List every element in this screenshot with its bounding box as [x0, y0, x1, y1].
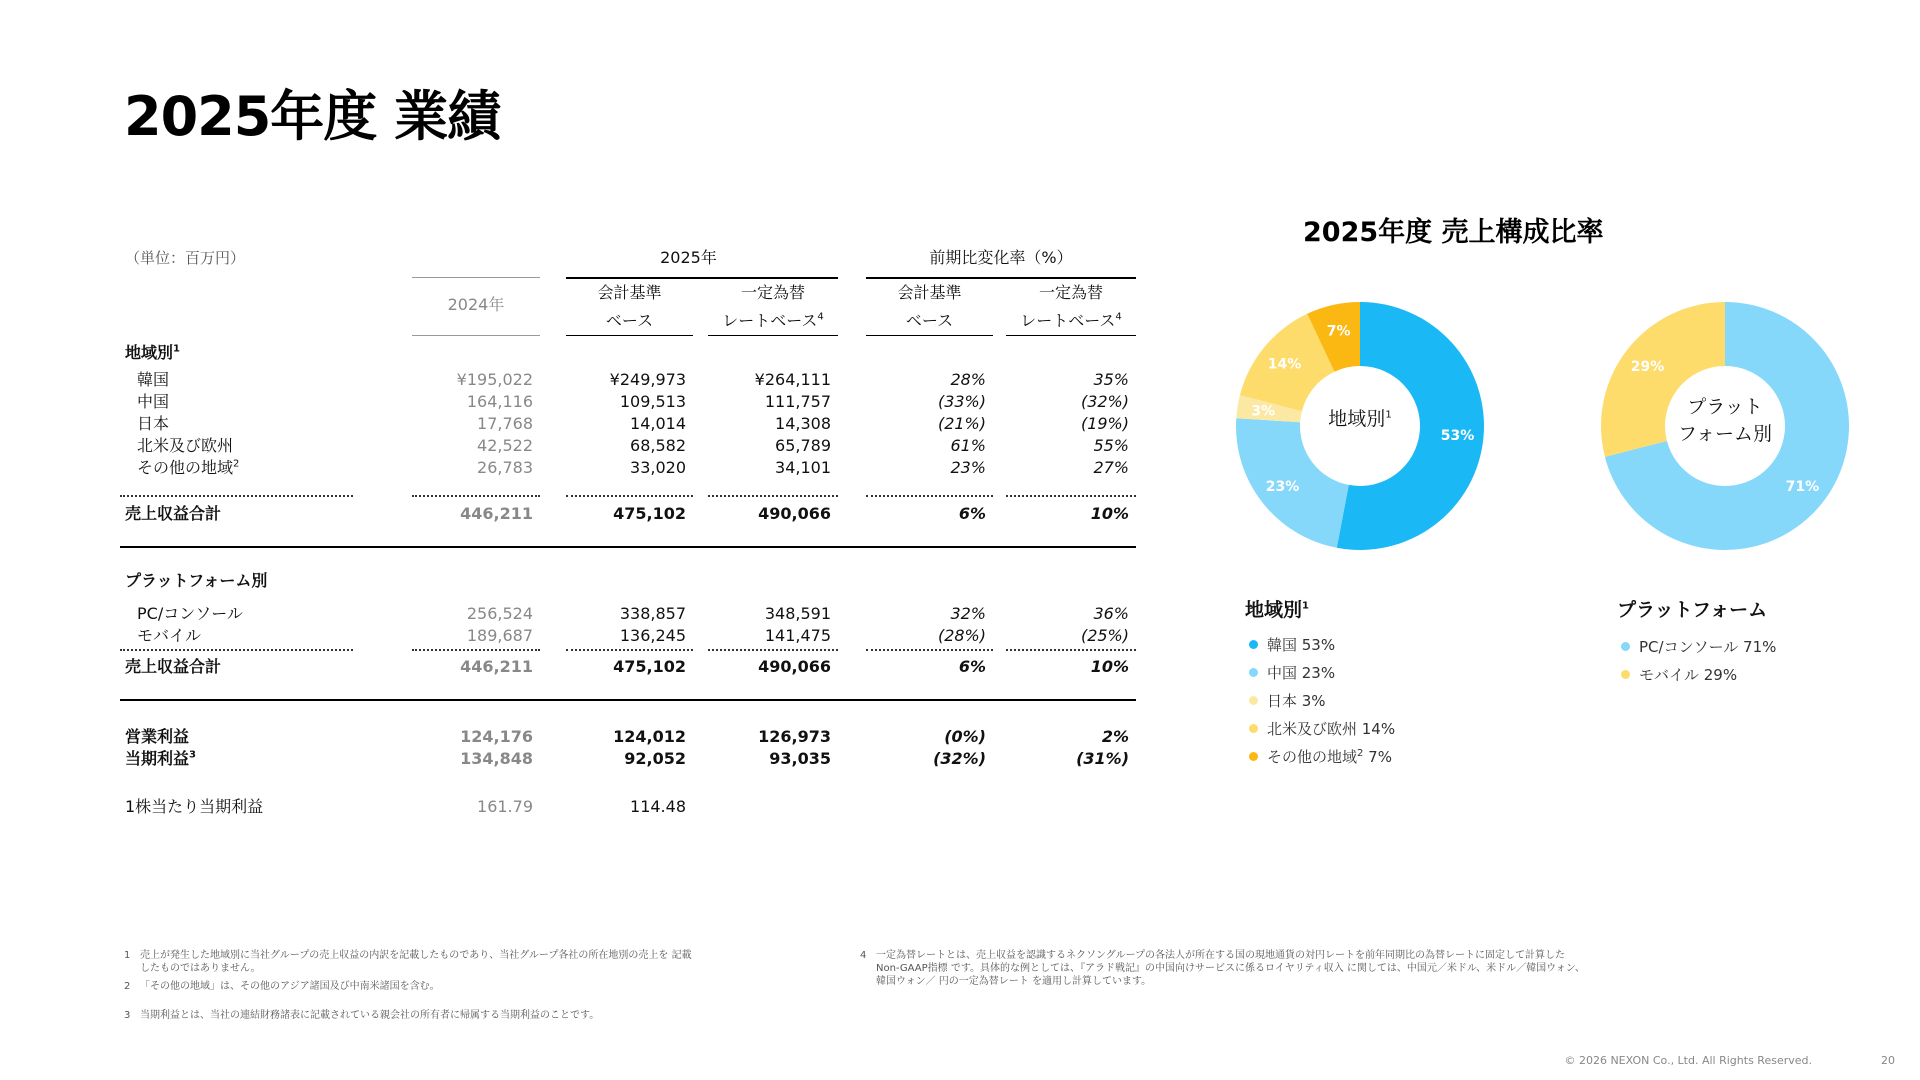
footnote: 1 売上が発生した地域別に当社グループの売上収益の内訳を記載したものであり、当社グループ各社の所在地別の売上を 記載 したものではありません。	[124, 950, 692, 974]
platform-legend-dot-icon	[1621, 670, 1630, 679]
profit-row-chg-acct: (32%)	[933, 749, 986, 768]
region-total-row-fx: 490,066	[758, 504, 831, 523]
region-row-chg-fx: (32%)	[1080, 392, 1129, 411]
platform-donut-slice-label-0: 71%	[1785, 479, 1820, 496]
profit-row-chg-acct: (0%)	[944, 727, 986, 746]
region-donut-slice-label-4: 7%	[1326, 323, 1351, 340]
subtotal-rule	[708, 649, 838, 651]
region-legend-item: 韓国 53%	[1249, 634, 1335, 655]
region-row-chg-fx: 55%	[1093, 436, 1129, 455]
region-donut-slice-label-1: 23%	[1265, 479, 1300, 496]
platform-row-acct: 136,245	[619, 626, 686, 645]
header-acct-base-2: ベース	[605, 311, 654, 330]
platform-total-row-acct: 475,102	[613, 657, 686, 676]
platform-row-acct: 338,857	[619, 604, 686, 623]
header-bottom-rule	[708, 335, 838, 336]
region-row-y2024: 17,768	[477, 414, 533, 433]
subtotal-rule	[120, 649, 353, 651]
header-chg-const-fx-2: レートベース$^4$	[1020, 311, 1122, 330]
platform-legend-item: モバイル 29%	[1621, 664, 1737, 685]
region-legend-item: 日本 3%	[1249, 690, 1326, 711]
footnote: 4 一定為替レートとは、売上収益を認識するネクソングループの各法人が所在する国の現地通貨の対円レートを前年同期比の為替レートに固定して計算した Non-GAAP指標 です。具体的な例としては、『アラド戦記』の中国向けサービスに係るロイヤリティ収入 に関しては、中国元／米ドル、米ドル／韓国ウォン、 韓国ウォン／ 円の一定為替レート を適用し計算しています。	[860, 950, 1585, 987]
region-row-chg-acct: (33%)	[937, 392, 986, 411]
region-row-fx: 111,757	[764, 392, 831, 411]
header-chg-const-fx: 一定為替	[1038, 283, 1103, 302]
region-row-label: 日本	[137, 414, 170, 433]
region-row-chg-acct: 23%	[950, 458, 986, 477]
region-row-fx: 65,789	[775, 436, 831, 455]
subtotal-rule	[1006, 495, 1136, 497]
region-row-label: 韓国	[137, 370, 170, 389]
platform-section-label: プラットフォーム別	[125, 571, 268, 590]
header-2024: 2024年	[447, 295, 505, 314]
region-row-chg-acct: (21%)	[937, 414, 986, 433]
region-legend-item: その他の地域$^2$ 7%	[1249, 746, 1392, 767]
region-row-y2024: 164,116	[466, 392, 533, 411]
region-donut-slice-label-3: 14%	[1267, 356, 1302, 373]
section-divider	[120, 546, 1136, 548]
platform-row-label: PC/コンソール	[137, 604, 243, 623]
header-chg-acct-base: 会計基準	[897, 283, 962, 302]
platform-legend-item: PC/コンソール 71%	[1621, 636, 1776, 657]
eps-row-label: 1株当たり当期利益	[125, 797, 264, 816]
region-row-label: 北米及び欧州	[137, 436, 234, 455]
region-row-acct: 68,582	[630, 436, 686, 455]
region-row-chg-fx: 27%	[1093, 458, 1129, 477]
platform-total-row-chg-fx: 10%	[1090, 657, 1129, 676]
header-const-fx: 一定為替	[740, 283, 805, 302]
region-total-row-label: 売上収益合計	[125, 504, 222, 523]
platform-row-y2024: 256,524	[466, 604, 533, 623]
platform-row-chg-fx: (25%)	[1080, 626, 1129, 645]
subtotal-rule	[708, 495, 838, 497]
region-legend-dot-icon	[1249, 668, 1258, 677]
profit-row-fx: 126,973	[758, 727, 831, 746]
profit-row-y2024: 124,176	[460, 727, 533, 746]
platform-row-chg-acct: 32%	[950, 604, 986, 623]
header-acct-base: 会計基準	[597, 283, 662, 302]
region-row-label: 中国	[137, 392, 170, 411]
platform-row-fx: 348,591	[764, 604, 831, 623]
platform-total-row-fx: 490,066	[758, 657, 831, 676]
region-legend-dot-icon	[1249, 696, 1258, 705]
chart-title: 2025年度 売上構成比率	[1303, 217, 1604, 248]
subtotal-rule	[866, 495, 993, 497]
platform-row-y2024: 189,687	[466, 626, 533, 645]
subtotal-rule	[120, 495, 353, 497]
header-bottom-rule	[412, 335, 540, 336]
region-donut-slice-label-2: 3%	[1251, 403, 1276, 420]
subtotal-rule	[566, 649, 693, 651]
region-row-fx: 14,308	[775, 414, 831, 433]
region-legend-title: 地域別$^1$	[1245, 599, 1309, 621]
platform-total-row-y2024: 446,211	[460, 657, 533, 676]
region-row-label: その他の地域$^2$	[137, 458, 240, 477]
page-number: 20	[1881, 1054, 1895, 1067]
profit-row-label: 当期利益$^3$	[125, 749, 196, 768]
copyright: © 2026 NEXON Co., Ltd. All Rights Reserved.	[1564, 1054, 1812, 1067]
profit-row-acct: 92,052	[624, 749, 686, 768]
eps-row-y2024: 161.79	[477, 797, 533, 816]
header-rule	[412, 277, 540, 278]
profit-row-chg-fx: 2%	[1101, 727, 1129, 746]
region-row-acct: ¥249,973	[609, 370, 686, 389]
subtotal-rule	[412, 649, 540, 651]
header-change-group: 前期比変化率（%）	[929, 248, 1073, 267]
region-row-acct: 14,014	[630, 414, 686, 433]
region-row-chg-acct: 28%	[950, 370, 986, 389]
subtotal-rule	[866, 649, 993, 651]
header-bottom-rule	[866, 335, 993, 336]
region-total-row-chg-fx: 10%	[1090, 504, 1129, 523]
footnote: 2 「その他の地域」は、その他のアジア諸国及び中南米諸国を含む。	[124, 981, 440, 992]
region-row-chg-fx: 35%	[1093, 370, 1129, 389]
page-title: 2025年度 業績	[124, 85, 501, 148]
platform-row-chg-acct: (28%)	[937, 626, 986, 645]
subtotal-rule	[566, 495, 693, 497]
region-row-fx: ¥264,111	[754, 370, 831, 389]
header-2025-group: 2025年	[660, 248, 717, 267]
unit-label: （単位：百万円）	[125, 249, 246, 267]
eps-row-acct: 114.48	[630, 797, 686, 816]
region-legend-dot-icon	[1249, 724, 1258, 733]
subtotal-rule	[412, 495, 540, 497]
profit-row-y2024: 134,848	[460, 749, 533, 768]
region-donut-slice-label-0: 53%	[1440, 428, 1475, 445]
platform-total-row-label: 売上収益合計	[125, 657, 222, 676]
header-const-fx-2: レートベース$^4$	[722, 311, 824, 330]
region-row-y2024: 42,522	[477, 436, 533, 455]
region-row-acct: 109,513	[619, 392, 686, 411]
platform-legend-dot-icon	[1621, 642, 1630, 651]
region-row-fx: 34,101	[775, 458, 831, 477]
platform-row-fx: 141,475	[764, 626, 831, 645]
region-row-chg-fx: (19%)	[1080, 414, 1129, 433]
header-bottom-rule	[566, 335, 693, 336]
region-row-y2024: 26,783	[477, 458, 533, 477]
region-section-label: 地域別$^1$	[125, 343, 180, 362]
profit-row-label: 営業利益	[125, 727, 190, 746]
profit-row-acct: 124,012	[613, 727, 686, 746]
header-bottom-rule	[1006, 335, 1136, 336]
region-row-chg-acct: 61%	[950, 436, 986, 455]
region-row-acct: 33,020	[630, 458, 686, 477]
subtotal-rule	[1006, 649, 1136, 651]
section-divider	[120, 699, 1136, 701]
header-chg-acct-base-2: ベース	[905, 311, 954, 330]
platform-total-row-chg-acct: 6%	[958, 657, 986, 676]
header-rule	[566, 277, 838, 279]
platform-row-chg-fx: 36%	[1093, 604, 1129, 623]
platform-row-label: モバイル	[137, 626, 202, 645]
region-total-row-y2024: 446,211	[460, 504, 533, 523]
region-legend-item: 中国 23%	[1249, 662, 1335, 683]
region-legend-dot-icon	[1249, 752, 1258, 761]
profit-row-fx: 93,035	[769, 749, 831, 768]
platform-donut-slice-label-1: 29%	[1630, 358, 1665, 375]
profit-row-chg-fx: (31%)	[1076, 749, 1129, 768]
region-donut-center-label: 地域別$^1$	[1328, 408, 1392, 430]
region-total-row-acct: 475,102	[613, 504, 686, 523]
platform-donut-center-label: プラット フォーム別	[1677, 396, 1773, 445]
region-total-row-chg-acct: 6%	[958, 504, 986, 523]
region-row-y2024: ¥195,022	[456, 370, 533, 389]
financial-table	[120, 245, 1130, 825]
region-legend-item: 北米及び欧州 14%	[1249, 718, 1395, 739]
footnote: 3 当期利益とは、当社の連結財務諸表に記載されている親会社の所有者に帰属する当期利益のことです。	[124, 1010, 600, 1021]
platform-legend-title: プラットフォーム	[1617, 599, 1768, 621]
region-legend-dot-icon	[1249, 640, 1258, 649]
header-rule	[866, 277, 1136, 279]
